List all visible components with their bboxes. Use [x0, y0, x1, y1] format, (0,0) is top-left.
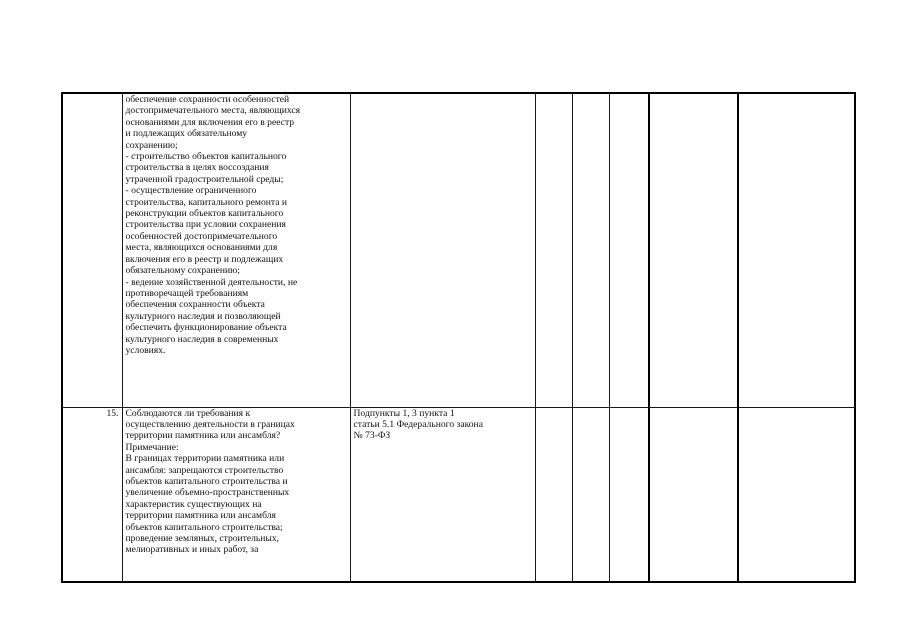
row-number-cell: 15. [62, 407, 122, 582]
text-line: характеристик существующих на [125, 498, 262, 510]
text-line: особенностей достопримечательного [125, 230, 278, 242]
text-line: Примечание: [125, 441, 179, 453]
text-line: Подпункты 1, 3 пункта 1 [353, 407, 455, 419]
legal-basis-cell [350, 93, 535, 407]
answer-na-cell [609, 93, 649, 407]
text-line: культурного наследия и позволяющей [125, 310, 281, 322]
text-line: статьи 5.1 Федерального закона [353, 418, 483, 430]
table-row [62, 93, 855, 407]
text-line: объектов капитального строительства и [125, 475, 288, 487]
text-line: обеспечение сохранности особенностей [125, 94, 290, 105]
text-line: обеспечить функционирование объекта [125, 322, 287, 334]
text-line: культурного наследия в современных [125, 333, 279, 345]
text-line: строительства в целях воссоздания [125, 162, 269, 174]
answer-yes-cell [535, 407, 572, 582]
text-line: проведение земляных, строительных, [125, 532, 280, 544]
text-line: ансамбля: запрещаются строительство [125, 464, 284, 476]
answer-na-cell [609, 407, 649, 582]
answer-no-cell [572, 93, 609, 407]
requirement-description-cell [122, 93, 350, 407]
text-line: условиях. [125, 344, 166, 356]
text-line: мелиоративных и иных работ, за [125, 544, 259, 556]
text-line: Соблюдаются ли требования к [125, 407, 251, 419]
legal-basis-cell [350, 407, 535, 582]
text-line: утраченной градостроительной среды; [125, 173, 284, 185]
text-line: объектов капитального строительства; [125, 521, 283, 533]
text-line: - осуществление ограниченного [125, 185, 257, 197]
table-row [62, 407, 855, 582]
text-line: территории памятника или ансамбля [125, 510, 276, 522]
row-number-cell [62, 93, 122, 407]
text-line: включения его в реестр и подлежащих [125, 253, 284, 265]
answer-yes-cell [535, 93, 572, 407]
requirement-description-cell [122, 407, 350, 582]
inspection-checklist-table [61, 92, 856, 583]
text-line: сохранению; [125, 139, 178, 151]
comment-cell [738, 93, 855, 407]
text-line: - ведение хозяйственной деятельности, не [125, 276, 298, 288]
text-line: и подлежащих обязательному [125, 128, 248, 140]
text-line: строительства, капитального ремонта и [125, 196, 288, 208]
text-line: № 73-ФЗ [353, 430, 391, 442]
text-line: достопримечательного места, являющихся [125, 105, 301, 117]
text-line: реконструкции объектов капитального [125, 208, 284, 220]
text-line: В границах территории памятника или [125, 453, 285, 465]
text-line: осуществлению деятельности в границах [125, 418, 295, 430]
note-cell [649, 407, 738, 582]
text-line: основаниями для включения его в реестр [125, 116, 295, 128]
answer-no-cell [572, 407, 609, 582]
comment-cell [738, 407, 855, 582]
text-line: обеспечения сохранности объекта [125, 299, 265, 311]
text-line: строительства при условии сохранения [125, 219, 286, 231]
text-line: территории памятника или ансамбля? [125, 430, 281, 442]
text-line: противоречащей требованиям [125, 287, 249, 299]
note-cell [649, 93, 738, 407]
text-line: - строительство объектов капитального [125, 151, 287, 163]
text-line: увеличение объемно-пространственных [125, 487, 290, 499]
text-line: места, являющихся основаниями для [125, 242, 278, 254]
text-line: обязательному сохранению; [125, 265, 240, 277]
